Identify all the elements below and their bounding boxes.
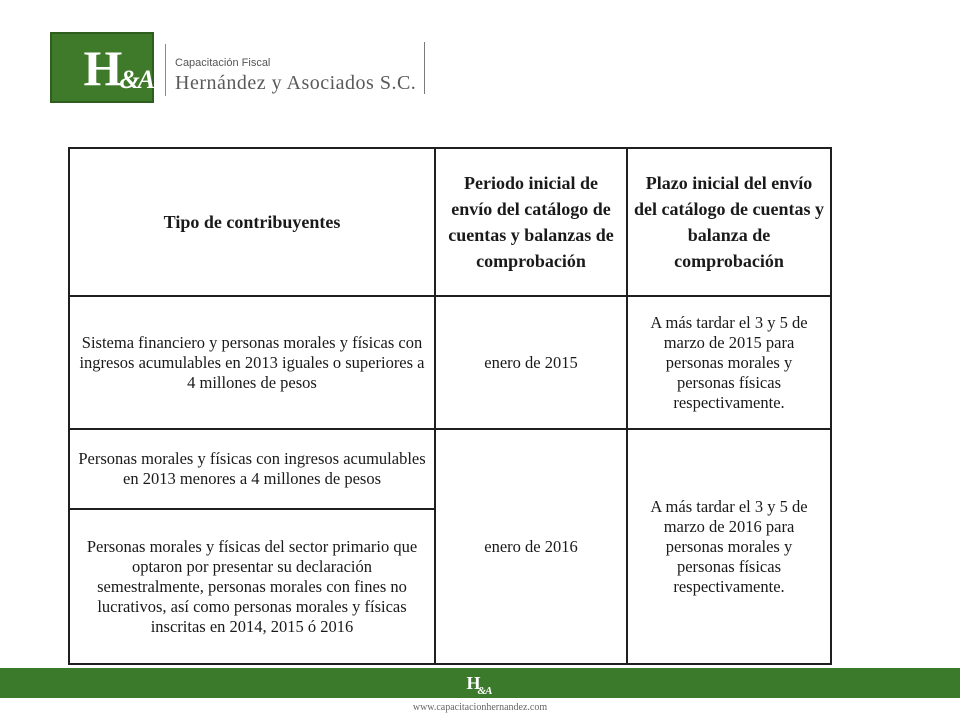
cell-tipo: Sistema financiero y personas morales y físicas con ingresos acumulables en 2013 iguales o superiores a 4 millones de pesos (69, 296, 435, 429)
footer-logo-letter: H (466, 672, 480, 693)
taxpayer-schedule-table (68, 147, 832, 663)
table-row (69, 296, 831, 429)
company-subtitle: Capacitación Fiscal (175, 57, 271, 69)
footer-logo (466, 672, 494, 697)
table-row (69, 429, 831, 509)
header-periodo: Periodo inicial de envío del catálogo de cuentas y balanzas de comprobación (435, 148, 627, 296)
cell-plazo: A más tardar el 3 y 5 de marzo de 2015 para personas morales y personas físicas respectivamente. (627, 296, 831, 429)
footer-url[interactable]: www.capacitacionhernandez.com (412, 702, 548, 713)
cell-periodo-shared: enero de 2016 (435, 429, 627, 664)
logo-monogram (83, 39, 154, 96)
cell-tipo: Personas morales y físicas con ingresos acumulables en 2013 menores a 4 millones de pesos (69, 429, 435, 509)
header-plazo: Plazo inicial del envío del catálogo de cuentas y balanza de comprobación (627, 148, 831, 296)
header-tipo: Tipo de contribuyentes (69, 148, 435, 296)
cell-plazo-shared: A más tardar el 3 y 5 de marzo de 2016 para personas morales y personas físicas respectivamente. (627, 429, 831, 664)
cell-periodo: enero de 2015 (435, 296, 627, 429)
footer-logo-amp: &A (477, 684, 492, 697)
table-header-row (69, 148, 831, 296)
footer-bar (0, 668, 960, 698)
logo-amp-a: &A (119, 64, 154, 94)
logo-letter-h: H (83, 39, 121, 96)
logo-divider-right (424, 42, 425, 94)
company-name: Hernández y Asociados S.C. (175, 72, 417, 94)
company-logo (50, 32, 154, 103)
logo-divider-left (165, 44, 166, 96)
cell-tipo: Personas morales y físicas del sector primario que optaron por presentar su declaración semestralmente, personas morales con fines no lucrativos, así como personas morales y físicas inscritas en 2014, 2015 ó 2016 (69, 509, 435, 664)
